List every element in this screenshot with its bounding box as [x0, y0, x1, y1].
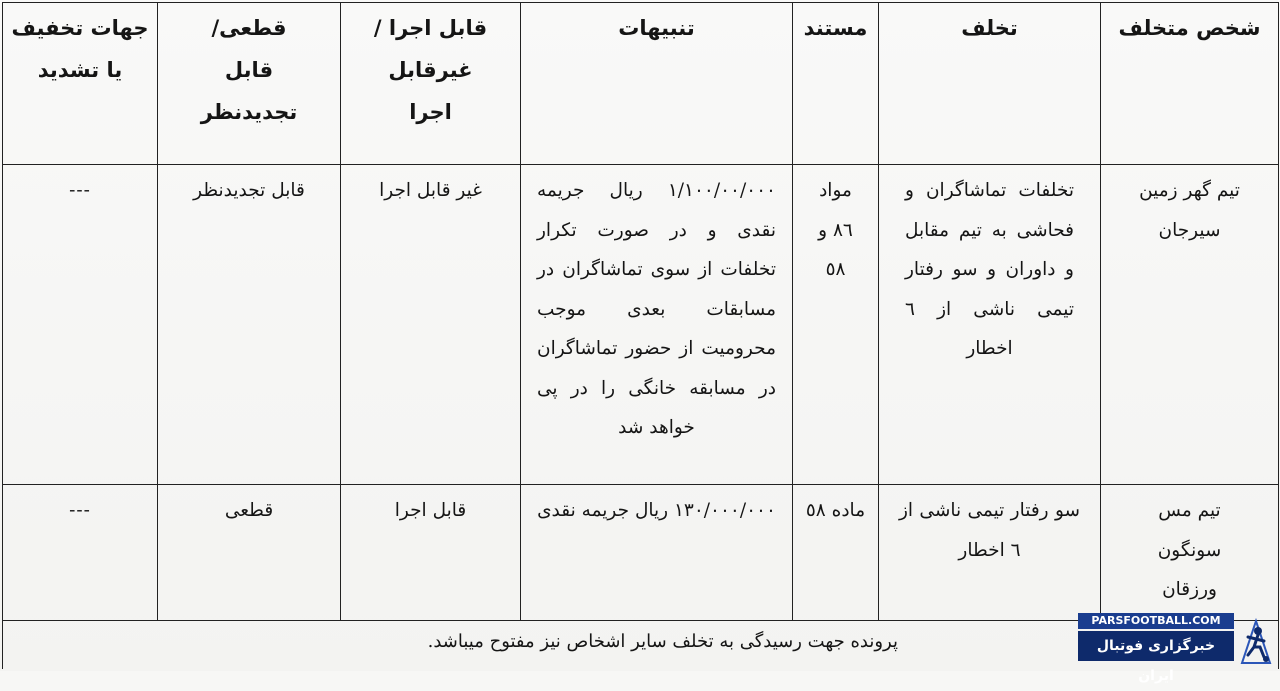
- cell-penalties: ١٣٠/٠٠٠/٠٠٠ ریال جریمه نقدی: [521, 485, 793, 621]
- ruling-table: [2, 2, 1279, 669]
- cell-basis: ماده ٥٨: [793, 485, 879, 621]
- header-enforceable: قابل اجرا /غیرقابل اجرا: [341, 3, 521, 165]
- table-row: [3, 485, 1279, 621]
- cell-penalties: ١/١٠٠/٠٠/٠٠٠ ریال جریمه نقدی و در صورت تکرار تخلفات از سوی تماشاگران در مسابقات بعدی موجب محرومیت از حضور تماشاگران در مسابقه خانگی را در پی خواهد شد: [521, 165, 793, 485]
- footer-note: پرونده جهت رسیدگی به تخلف سایر اشخاص نیز مفتوح میباشد.: [3, 621, 1279, 669]
- header-basis: مستند: [793, 3, 879, 165]
- watermark-site-name: خبرگزاری فوتبال ایران: [1078, 631, 1234, 661]
- cell-person: تیم مس سونگون ورزقان: [1101, 485, 1279, 621]
- cell-violation: تخلفات تماشاگران و فحاشی به تیم مقابل و داوران و سو رفتار تیمی ناشی از ٦ اخطار: [879, 165, 1101, 485]
- cell-appealable: قابل تجدیدنظر: [158, 165, 341, 485]
- header-violation: تخلف: [879, 3, 1101, 165]
- cell-person: تیم گهر زمین سیرجان: [1101, 165, 1279, 485]
- cell-appealable: قطعی: [158, 485, 341, 621]
- cell-basis: مواد ٨٦ و ٥٨: [793, 165, 879, 485]
- cell-enforceable: غیر قابل اجرا: [341, 165, 521, 485]
- watermark-url: PARSFOOTBALL.COM: [1078, 613, 1234, 629]
- footballer-icon: [1236, 617, 1276, 665]
- header-penalties: تنبیهات: [521, 3, 793, 165]
- cell-mitigation: ---: [3, 165, 158, 485]
- site-watermark: [1076, 613, 1276, 684]
- header-row: [3, 3, 1279, 165]
- cell-enforceable: قابل اجرا: [341, 485, 521, 621]
- header-appealable: قطعی/قابل تجدیدنظر: [158, 3, 341, 165]
- header-person: شخص متخلف: [1101, 3, 1279, 165]
- cell-violation: سو رفتار تیمی ناشی از ٦ اخطار: [879, 485, 1101, 621]
- cell-mitigation: ---: [3, 485, 158, 621]
- header-mitigation: جهات تخفیف یا تشدید: [3, 3, 158, 165]
- table-row: [3, 165, 1279, 485]
